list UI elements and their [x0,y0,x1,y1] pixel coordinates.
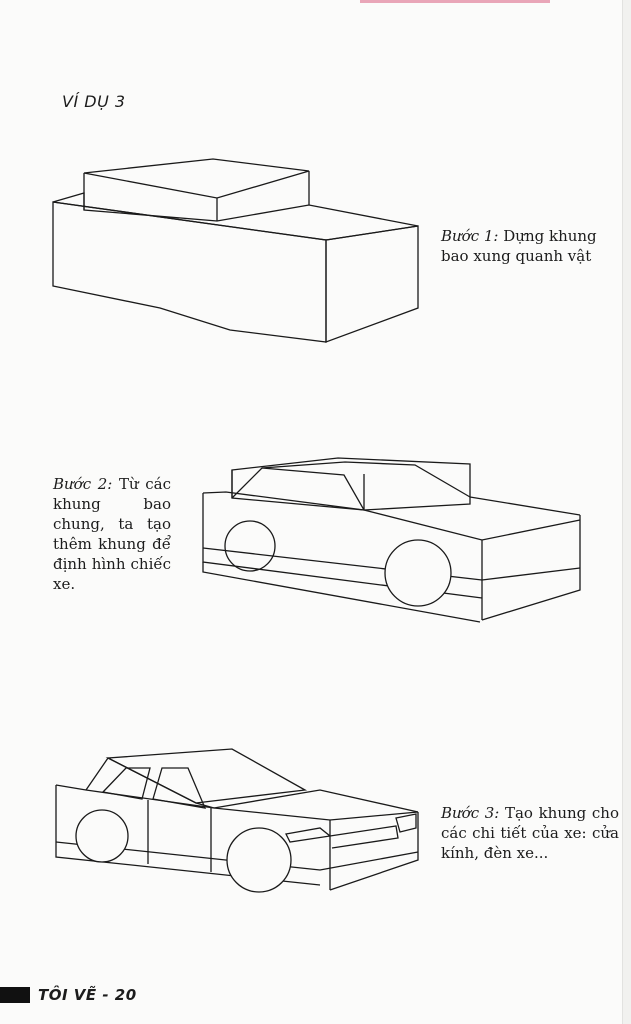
step2-label: Bước 2: [53,475,113,493]
step3-text: Tạo khung cho các chi tiết của xe: cửa kính, đèn xe... [441,804,619,862]
rear-wheel-3 [76,810,128,862]
step2-text: Từ các khung bao chung, ta tạo thêm khung để định hình chiếc xe. [53,475,171,593]
footer-bar [0,987,30,1003]
page-footer [0,986,137,1004]
step3-caption [441,803,619,863]
front-wheel-3 [227,828,291,892]
grille [330,826,398,848]
rear-window [103,768,150,799]
footer-page-label: TÔI VẼ - 20 [38,986,137,1004]
step1-label: Bước 1: [441,227,499,245]
headlight-left [286,828,330,842]
step1-text: Dựng khung bao xung quanh vật [441,227,597,265]
step3-label: Bước 3: [441,804,500,822]
page-heading: VÍ DỤ 3 [62,92,126,111]
headlight-right [396,814,416,832]
front-window [153,768,205,808]
car-roof [108,749,305,803]
